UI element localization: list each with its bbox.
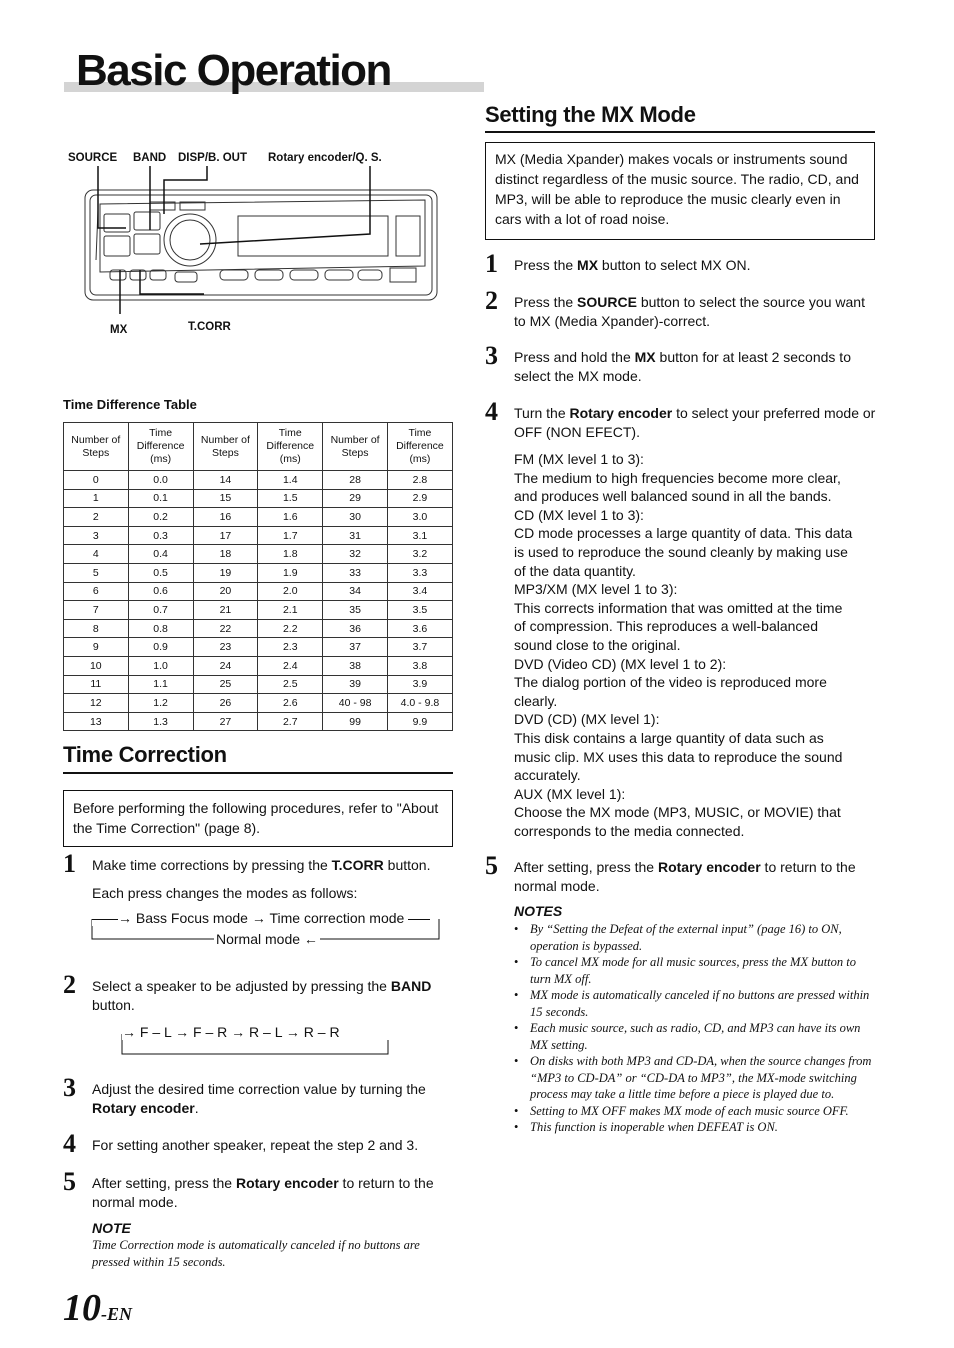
table-cell: 3.9	[387, 675, 452, 694]
note-heading: NOTE	[92, 1220, 131, 1236]
table-cell: 3.0	[387, 508, 452, 527]
source-label: SOURCE	[68, 152, 118, 164]
table-row	[64, 601, 453, 620]
mode-description-line: accurately.	[514, 767, 581, 784]
table-cell: 0.4	[128, 545, 193, 564]
mode-description-line: FM (MX level 1 to 3):	[514, 451, 644, 467]
tc-step-1: Make time corrections by pressing the T.CORR button.	[92, 857, 431, 873]
table-cell: 0.9	[128, 638, 193, 657]
table-cell: 23	[193, 638, 258, 657]
table-cell: 0.2	[128, 508, 193, 527]
table-header-cell: Number of Steps	[193, 423, 258, 471]
table-cell: 7	[64, 601, 129, 620]
table-cell: 1.1	[128, 675, 193, 694]
table-cell: 34	[323, 582, 388, 601]
table-cell: 3.6	[387, 619, 452, 638]
mode-description-line: clearly.	[514, 692, 558, 709]
tc-step-4: For setting another speaker, repeat the step 2 and 3.	[92, 1137, 419, 1153]
table-cell: 15	[193, 489, 258, 508]
table-cell: 1.6	[258, 508, 323, 527]
notes-list	[514, 921, 876, 1136]
table-row	[64, 545, 453, 564]
table-cell: 0.0	[128, 471, 193, 490]
mode-description-line: music clip. MX uses this data to reproduce the sound	[514, 748, 843, 765]
time-correction-intro-box	[63, 790, 453, 847]
table-cell: 2.6	[258, 694, 323, 713]
mode-description-line: is used to reproduce the sound cleanly by making use	[514, 543, 848, 560]
mode-cycle-bottom: Normal mode ←	[216, 931, 318, 947]
step-number: 1	[485, 249, 498, 278]
table-cell: 32	[323, 545, 388, 564]
mx-intro-text: MX (Media Xpander) makes vocals or instruments sound distinct regardless of the music source. The radio, CD, and MP3, will be able to reproduce the music clearly even in cars with a lot of road noise.	[495, 151, 859, 227]
table-cell: 28	[323, 471, 388, 490]
table-cell: 40 - 98	[323, 694, 388, 713]
note-item: • Setting to MX OFF makes MX mode of each music source OFF.	[514, 1103, 876, 1120]
tc-step-2: Select a speaker to be adjusted by pressing the BAND button.	[92, 978, 432, 1013]
table-cell: 2.8	[387, 471, 452, 490]
mx-step-3: Press and hold the MX button for at least 2 seconds to select the MX mode.	[514, 349, 851, 384]
step-number: 2	[63, 970, 76, 999]
note-item: • Each music source, such as radio, CD, and MP3 can have its own MX setting.	[514, 1020, 876, 1053]
table-cell: 20	[193, 582, 258, 601]
page-title: Basic Operation	[76, 46, 391, 95]
mode-description-line: The dialog portion of the video is reproduced more	[514, 674, 827, 691]
table-cell: 4.0 - 9.8	[387, 694, 452, 713]
mode-description-line: DVD (Video CD) (MX level 1 to 2):	[514, 655, 727, 672]
step-number: 5	[63, 1167, 76, 1196]
table-cell: 99	[323, 712, 388, 731]
mode-description-line: AUX (MX level 1):	[514, 785, 626, 802]
mode-description-line: sound close to the original.	[514, 636, 681, 653]
note-item: • MX mode is automatically canceled if no buttons are pressed within 15 seconds.	[514, 987, 876, 1020]
mode-description-line: CD (MX level 1 to 3):	[514, 506, 644, 523]
table-row	[64, 489, 453, 508]
table-cell: 21	[193, 601, 258, 620]
section-rule	[485, 131, 875, 133]
table-cell: 0.8	[128, 619, 193, 638]
table-cell: 16	[193, 508, 258, 527]
mx-step-1: Press the MX button to select MX ON.	[514, 257, 751, 273]
table-cell: 3.4	[387, 582, 452, 601]
mode-description-line: of the data quantity.	[514, 562, 636, 579]
note-item: • By “Setting the Defeat of the external input” (page 16) to ON, operation is bypassed.	[514, 921, 876, 954]
table-cell: 3.7	[387, 638, 452, 657]
head-unit-illustration	[80, 164, 450, 314]
table-cell: 33	[323, 563, 388, 582]
table-cell: 3.1	[387, 526, 452, 545]
step-number: 4	[63, 1129, 76, 1158]
note-item: • To cancel MX mode for all music sources, press the MX button to turn MX off.	[514, 954, 876, 987]
notes-heading: NOTES	[514, 903, 563, 919]
mode-description-line: corresponds to the media connected.	[514, 822, 745, 839]
mx-intro-box	[485, 142, 875, 240]
table-cell: 38	[323, 656, 388, 675]
table-cell: 4	[64, 545, 129, 564]
table-cell: 1.3	[128, 712, 193, 731]
mx-mode-descriptions	[514, 450, 876, 840]
table-row	[64, 638, 453, 657]
band-label: BAND	[133, 152, 167, 164]
table-cell: 3.5	[387, 601, 452, 620]
table-cell: 26	[193, 694, 258, 713]
table-row	[64, 656, 453, 675]
table-cell: 3.2	[387, 545, 452, 564]
time-difference-table	[63, 422, 453, 731]
table-cell: 22	[193, 619, 258, 638]
table-cell: 2.2	[258, 619, 323, 638]
note-item: • This function is inoperable when DEFEAT is ON.	[514, 1119, 876, 1136]
table-cell: 39	[323, 675, 388, 694]
tc-step-5: After setting, press the Rotary encoder to return to the normal mode.	[92, 1175, 434, 1210]
speaker-cycle: → F – L → F – R → R – L → R – R	[122, 1024, 340, 1040]
table-cell: 9	[64, 638, 129, 657]
table-cell: 0.7	[128, 601, 193, 620]
table-row	[64, 471, 453, 490]
table-cell: 1.8	[258, 545, 323, 564]
table-cell: 18	[193, 545, 258, 564]
table-header-cell: Time Difference (ms)	[128, 423, 193, 471]
mode-description-line: of compression. This reproduces a well-balanced	[514, 618, 819, 635]
mx-step-4: Turn the Rotary encoder to select your preferred mode or OFF (NON EFECT).	[514, 405, 876, 440]
table-cell: 1.9	[258, 563, 323, 582]
table-cell: 1.4	[258, 471, 323, 490]
table-cell: 13	[64, 712, 129, 731]
table-cell: 27	[193, 712, 258, 731]
step-number: 1	[63, 849, 76, 878]
table-cell: 10	[64, 656, 129, 675]
mx-label: MX	[110, 324, 128, 336]
table-cell: 0.1	[128, 489, 193, 508]
table-header-cell: Time Difference (ms)	[387, 423, 452, 471]
table-cell: 14	[193, 471, 258, 490]
time-correction-heading: Time Correction	[63, 742, 227, 767]
table-header-cell: Time Difference (ms)	[258, 423, 323, 471]
step-number: 4	[485, 397, 498, 426]
table-row	[64, 526, 453, 545]
tc-step-3: Adjust the desired time correction value by turning the Rotary encoder.	[92, 1081, 426, 1116]
table-row	[64, 694, 453, 713]
table-cell: 2.9	[387, 489, 452, 508]
step-number: 5	[485, 851, 498, 880]
table-cell: 30	[323, 508, 388, 527]
table-cell: 2.3	[258, 638, 323, 657]
mode-description-line: MP3/XM (MX level 1 to 3):	[514, 581, 678, 598]
table-header-cell: Number of Steps	[64, 423, 129, 471]
table-cell: 0	[64, 471, 129, 490]
mode-description-line: CD mode processes a large quantity of data. This data	[514, 525, 853, 542]
table-cell: 2.5	[258, 675, 323, 694]
table-cell: 35	[323, 601, 388, 620]
time-table-caption: Time Difference Table	[63, 397, 197, 412]
table-cell: 0.5	[128, 563, 193, 582]
mode-description-line: The medium to high frequencies become more clear,	[514, 469, 841, 486]
table-cell: 2.7	[258, 712, 323, 731]
table-row	[64, 675, 453, 694]
table-cell: 5	[64, 563, 129, 582]
table-cell: 37	[323, 638, 388, 657]
table-cell: 1	[64, 489, 129, 508]
rotary-encoder-label: Rotary encoder/Q. S.	[268, 152, 382, 164]
table-cell: 9.9	[387, 712, 452, 731]
table-row	[64, 563, 453, 582]
note-item: • On disks with both MP3 and CD-DA, when the source changes from “MP3 to CD-DA” or “CD-DA to MP3”, the MX-mode switching process may take a little time before a piece is played due to.	[514, 1053, 876, 1103]
mx-step-2: Press the SOURCE button to select the source you want to MX (Media Xpander)-correct.	[514, 294, 865, 329]
table-cell: 29	[323, 489, 388, 508]
table-cell: 1.7	[258, 526, 323, 545]
table-cell: 11	[64, 675, 129, 694]
mode-description-line: DVD (CD) (MX level 1):	[514, 711, 660, 728]
table-cell: 2	[64, 508, 129, 527]
mx-step-5: After setting, press the Rotary encoder to return to the normal mode.	[514, 859, 856, 894]
table-cell: 8	[64, 619, 129, 638]
table-cell: 12	[64, 694, 129, 713]
table-cell: 36	[323, 619, 388, 638]
table-cell: 3.8	[387, 656, 452, 675]
table-header-row	[64, 423, 453, 471]
table-cell: 6	[64, 582, 129, 601]
step-number: 2	[485, 286, 498, 315]
table-cell: 1.0	[128, 656, 193, 675]
mode-cycle-top: → Bass Focus mode → Time correction mode	[92, 910, 430, 926]
table-cell: 1.2	[128, 694, 193, 713]
mode-description-line: Choose the MX mode (MP3, MUSIC, or MOVIE) that	[514, 804, 841, 821]
table-row	[64, 619, 453, 638]
mode-description-line: and produces well balanced sound in all the bands.	[514, 488, 832, 505]
section-rule	[63, 772, 453, 774]
tcorr-label: T.CORR	[188, 321, 231, 333]
table-cell: 31	[323, 526, 388, 545]
disp-label: DISP/B. OUT	[178, 152, 248, 164]
step-number: 3	[63, 1073, 76, 1102]
table-row	[64, 712, 453, 731]
table-cell: 1.5	[258, 489, 323, 508]
page-number: 10-EN	[63, 1287, 132, 1329]
table-cell: 3	[64, 526, 129, 545]
step-number: 3	[485, 341, 498, 370]
note-text: Time Correction mode is automatically canceled if no buttons are pressed within 15 seconds.	[92, 1238, 420, 1269]
table-cell: 17	[193, 526, 258, 545]
intro-text: Before performing the following procedures, refer to "About the Time Correction" (page 8).	[73, 800, 439, 836]
table-header-cell: Number of Steps	[323, 423, 388, 471]
table-cell: 25	[193, 675, 258, 694]
table-row	[64, 582, 453, 601]
table-cell: 3.3	[387, 563, 452, 582]
table-cell: 2.0	[258, 582, 323, 601]
mode-description-line: This disk contains a large quantity of data such as	[514, 729, 824, 746]
table-cell: 24	[193, 656, 258, 675]
table-row	[64, 508, 453, 527]
table-cell: 2.1	[258, 601, 323, 620]
table-cell: 0.3	[128, 526, 193, 545]
table-cell: 0.6	[128, 582, 193, 601]
mx-mode-heading: Setting the MX Mode	[485, 102, 696, 127]
table-cell: 2.4	[258, 656, 323, 675]
each-press-text: Each press changes the modes as follows:	[92, 885, 358, 901]
mode-description-line: This corrects information that was omitted at the time	[514, 599, 843, 616]
table-cell: 19	[193, 563, 258, 582]
mode-cycle	[92, 910, 440, 926]
